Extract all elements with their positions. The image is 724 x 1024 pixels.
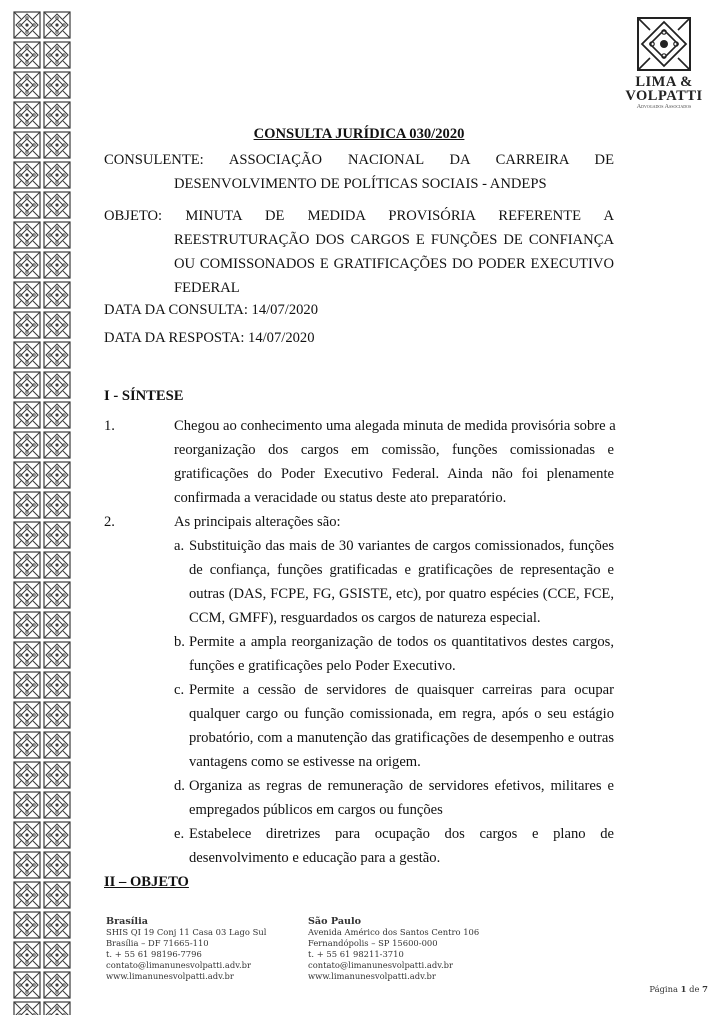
subitem-line: Organiza as regras de remuneração de servidores efetivos, militares e <box>189 778 614 794</box>
subitem-line: Substituição das mais de 30 variantes de cargos comissionados, funções <box>189 538 614 554</box>
consulente-line2: DESENVOLVIMENTO DE POLÍTICAS SOCIAIS - ANDEPS <box>174 176 547 192</box>
document-title: CONSULTA JURÍDICA 030/2020 <box>253 126 465 142</box>
firm-logo <box>614 16 714 110</box>
data-resposta: DATA DA RESPOSTA: 14/07/2020 <box>104 330 315 346</box>
data-consulta: DATA DA CONSULTA: 14/07/2020 <box>104 302 319 318</box>
subitem-line: desenvolvimento e educação para a gestão. <box>189 850 441 866</box>
footer-phone: t. + 55 61 98196-7796 <box>106 949 202 959</box>
section-sintese-heading: I - SÍNTESE <box>104 388 184 404</box>
subitem-letter: b. <box>174 634 185 650</box>
objeto-line3: OU COMISSONADOS E GRATIFICAÇÕES DO PODER EXECUTIVO <box>174 256 614 272</box>
page-total: 7 <box>702 984 708 994</box>
decorative-border <box>12 10 72 1015</box>
footer-address: SHIS QI 19 Conj 11 Casa 03 Lago Sul <box>106 927 267 937</box>
subitem-line: empregados públicos em cargos ou funções <box>189 802 443 818</box>
footer-city-saopaulo: São Paulo <box>308 916 362 927</box>
footer-phone: t. + 55 61 98211-3710 <box>308 949 404 959</box>
subitem-line: Permite a cessão de servidores de quaisquer carreiras para ocupar <box>189 682 614 698</box>
subitem-line: qualquer cargo ou função comissionada, em regra, após o seu estágio <box>189 706 614 722</box>
subitem-line: de confiança, funções gratificadas e gratificações de representação e <box>189 562 614 578</box>
footer-email-link[interactable]: contato@limanunesvolpatti.adv.br <box>308 960 453 970</box>
subitem-text <box>189 534 614 630</box>
subitem-line: vantagens como se estivesse na origem. <box>189 754 421 770</box>
footer-city-brasilia: Brasília <box>106 916 148 927</box>
subitem-letter: d. <box>174 778 185 794</box>
footer-address: Avenida Américo dos Santos Centro 106 <box>308 927 480 937</box>
subitem-text <box>189 678 614 774</box>
consulente-text-line1: ASSOCIAÇÃO NACIONAL DA CARREIRA DE <box>228 152 614 168</box>
subitem-letter: e. <box>174 826 185 842</box>
subitem-text <box>189 822 614 870</box>
objeto-line2: REESTRUTURAÇÃO DOS CARGOS E FUNÇÕES DE CONFIANÇA <box>174 232 614 248</box>
section-objeto-heading: II – OBJETO <box>104 874 189 890</box>
logo-name-line2: VOLPATTI <box>625 88 703 104</box>
item-2-text: As principais alterações são: <box>174 514 341 530</box>
subitem-letter: c. <box>174 682 185 698</box>
footer-saopaulo <box>308 916 479 982</box>
subitem-line: probatório, com a manutenção das gratificações de desempenho e outras <box>189 730 614 746</box>
item-1-text <box>174 414 614 510</box>
item-1-line: gratificações do Poder Executivo Federal. Ainda não foi plenamente <box>174 466 614 482</box>
item-1-line: reorganização dos cargos em comissão, funções comissionadas e <box>174 442 614 458</box>
objeto-label: OBJETO: <box>104 208 163 224</box>
objeto-line1 <box>104 204 614 228</box>
item-1-line: Chegou ao conhecimento uma alegada minuta de medida provisória sobre a <box>174 418 616 434</box>
footer-address: Fernandópolis – SP 15600-000 <box>308 938 438 948</box>
decorative-border-pattern <box>12 10 72 1015</box>
footer-brasilia <box>106 916 266 982</box>
logo-name-line1: LIMA & <box>635 74 693 90</box>
page-prefix: Página <box>649 984 678 994</box>
footer-website-link[interactable]: www.limanunesvolpatti.adv.br <box>106 971 234 981</box>
item-1-number: 1. <box>104 418 115 434</box>
subitem-text <box>189 774 614 822</box>
subitem-line: Estabelece diretrizes para ocupação dos cargos e plano de <box>189 826 614 842</box>
objeto-text-line1: MINUTA DE MEDIDA PROVISÓRIA REFERENTE A <box>185 208 614 224</box>
firm-emblem-icon <box>636 16 692 72</box>
footer-address: Brasília – DF 71665-110 <box>106 938 209 948</box>
consulente-line1 <box>104 148 614 172</box>
page-of: de <box>689 984 700 994</box>
consulente-label: CONSULENTE: <box>104 152 204 168</box>
footer-website-link[interactable]: www.limanunesvolpatti.adv.br <box>308 971 436 981</box>
item-1-line: confirmada a veracidade ou status deste ato preparatório. <box>174 490 507 506</box>
item-2-number: 2. <box>104 514 115 530</box>
logo-subtitle: Advogados Associados <box>636 104 692 110</box>
subitem-line: CCM, GMFF), resguardados os cargos de natureza especial. <box>189 610 541 626</box>
subitem-line: Permite a ampla reorganização de todos os quantitativos destes cargos, <box>189 634 614 650</box>
page-current: 1 <box>680 984 687 994</box>
subitem-line: outras (DAS, FCPE, FG, GSISTE, etc), por quatro espécies (CCE, FCE, <box>189 586 614 602</box>
subitem-letter: a. <box>174 538 185 554</box>
page-number <box>649 984 708 994</box>
footer-email-link[interactable]: contato@limanunesvolpatti.adv.br <box>106 960 251 970</box>
subitem-line: funções e gratificações pelo Poder Executivo. <box>189 658 456 674</box>
subitem-text <box>189 630 614 678</box>
objeto-line4: FEDERAL <box>174 280 240 296</box>
